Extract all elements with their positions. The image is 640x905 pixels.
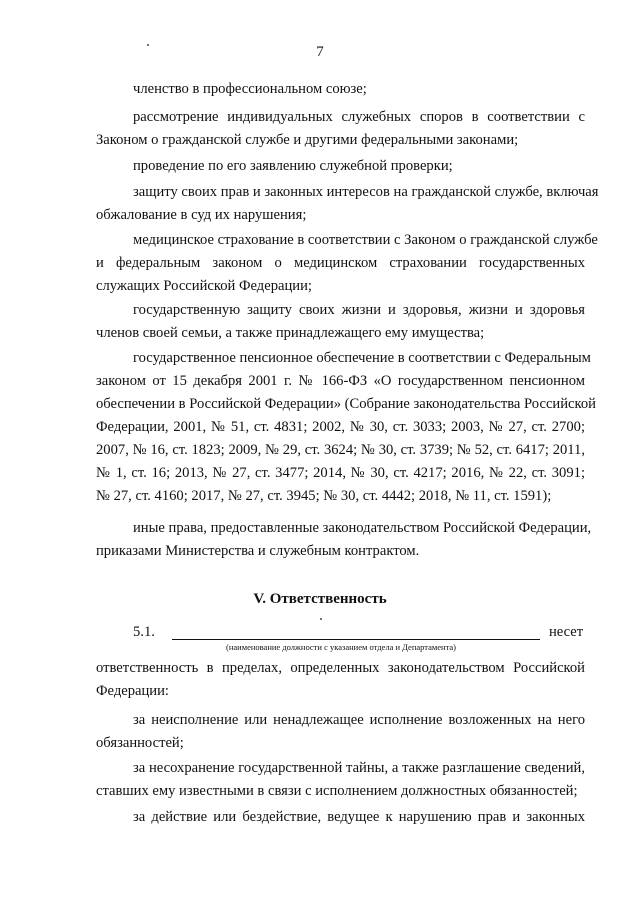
- text-line: за действие или бездействие, ведущее к нарушению прав и законных: [133, 809, 585, 825]
- paragraph-state-protection: [96, 299, 585, 345]
- text-line: проведение по его заявлению служебной проверки;: [133, 158, 453, 174]
- text-line: 2007, № 16, ст. 1823; 2009, № 29, ст. 3624; № 30, ст. 3739; № 52, ст. 6417; 2011,: [96, 442, 585, 458]
- text-line: обеспечении в Российской Федерации» (Собрание законодательства Российской: [96, 396, 596, 412]
- section-heading: V. Ответственность: [253, 591, 387, 607]
- text-line: государственное пенсионное обеспечение в соответствии с Федеральным: [133, 350, 591, 366]
- text-line: защиту своих прав и законных интересов на гражданской службе, включая: [133, 184, 599, 200]
- paragraph-other-rights: [96, 517, 592, 563]
- paragraph-protection: [96, 181, 599, 227]
- clause-verb: несет: [549, 624, 584, 640]
- clause-number: 5.1.: [133, 624, 155, 640]
- text-line: Федерации:: [96, 683, 169, 699]
- text-line: членство в профессиональном союзе;: [133, 81, 367, 97]
- paragraph-inspection: [96, 155, 585, 178]
- text-line: за несохранение государственной тайны, а также разглашение сведений,: [133, 760, 585, 776]
- paragraph-insurance: [96, 229, 598, 298]
- text-line: № 27, ст. 4160; 2017, № 27, ст. 3945; № 30, ст. 4442; 2018, № 11, ст. 1591);: [96, 488, 552, 504]
- text-line: обжалование в суд их нарушения;: [96, 207, 307, 223]
- text-line: приказами Министерства и служебным контрактом.: [96, 543, 420, 559]
- paragraph-action: [96, 806, 585, 829]
- text-line: служащих Российской Федерации;: [96, 278, 312, 294]
- text-line: иные права, предоставленные законодательством Российской Федерации,: [133, 520, 592, 536]
- text-line: и федеральным законом о медицинском страховании государственных: [96, 255, 585, 271]
- text-line: № 1, ст. 16; 2013, № 27, ст. 3477; 2014, № 30, ст. 4217; 2016, № 22, ст. 3091;: [96, 465, 585, 481]
- text-line: обязанностей;: [96, 735, 184, 751]
- text-line: ставших ему известными в связи с исполнением должностных обязанностей;: [96, 783, 578, 799]
- text-line: государственную защиту своих жизни и здоровья, жизни и здоровья: [133, 302, 585, 318]
- paragraph-membership: [96, 78, 585, 101]
- paragraph-pension: [96, 347, 596, 508]
- text-line: медицинское страхование в соответствии с Законом о гражданской службе: [133, 232, 598, 248]
- paragraph-responsibility: [96, 657, 585, 703]
- paragraph-secrecy: [96, 757, 585, 803]
- text-line: рассмотрение индивидуальных служебных споров в соответствии с: [133, 109, 585, 125]
- text-line: членов своей семьи, а также принадлежащего ему имущества;: [96, 325, 485, 341]
- paragraph-disputes: [96, 106, 585, 152]
- paragraph-nonperformance: [96, 709, 585, 755]
- text-line: за неисполнение или ненадлежащее исполнение возложенных на него: [133, 712, 585, 728]
- text-line: законом от 15 декабря 2001 г. № 166-ФЗ «О государственном пенсионном: [96, 373, 585, 389]
- text-line: Федерации, 2001, № 51, ст. 4831; 2002, № 30, ст. 3033; 2003, № 27, ст. 2700;: [96, 419, 585, 435]
- text-line: ответственность в пределах, определенных законодательством Российской: [96, 660, 585, 676]
- scan-speck: [320, 618, 322, 620]
- field-caption: (наименование должности с указанием отдела и Департамента): [226, 642, 456, 652]
- text-line: Законом о гражданской службе и другими федеральными законами;: [96, 132, 519, 148]
- scan-speck: [147, 44, 149, 46]
- blank-fill-line: [172, 639, 540, 640]
- page-number: 7: [316, 44, 324, 60]
